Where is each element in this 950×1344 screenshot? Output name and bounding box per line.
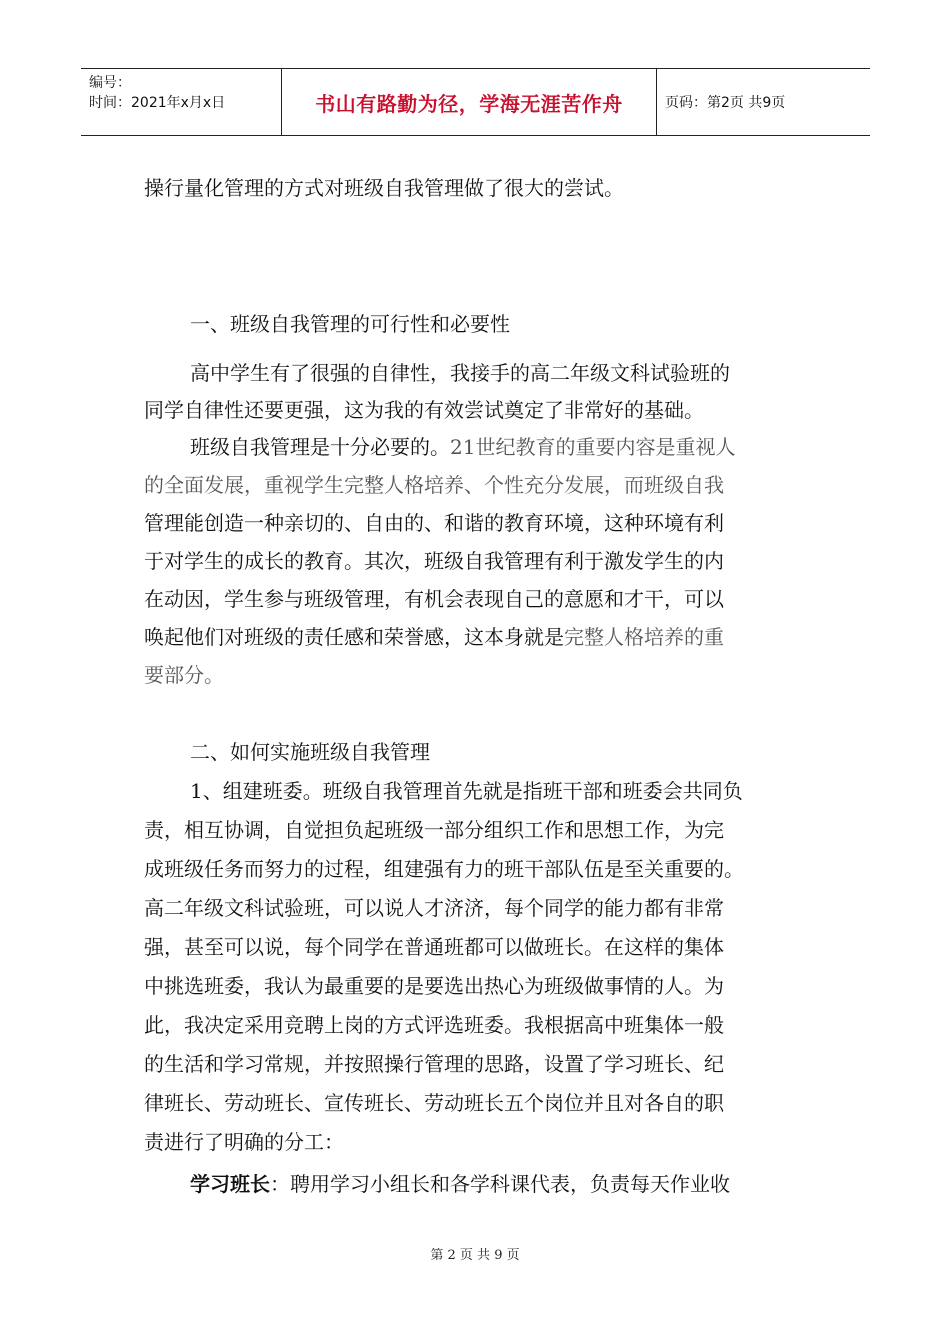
paragraph-line: 同学自律性还要更强，这为我的有效尝试奠定了非常好的基础。 <box>144 398 704 422</box>
paragraph-line: 高二年级文科试验班，可以说人才济济，每个同学的能力都有非常 <box>144 896 724 920</box>
section-heading-2: 二、如何实施班级自我管理 <box>190 740 430 764</box>
header-meta <box>89 73 279 113</box>
header-divider <box>656 69 657 135</box>
header-page-info: 页码：第2页 共9页 <box>665 95 786 111</box>
paragraph-line: 高中学生有了很强的自律性，我接手的高二年级文科试验班的 <box>190 361 730 385</box>
section-heading-1: 一、班级自我管理的可行性和必要性 <box>190 312 510 336</box>
text-span-gray: 完整人格培养的重 <box>564 625 724 649</box>
paragraph-line: 1、组建班委。班级自我管理首先就是指班干部和班委会共同负 <box>190 779 743 803</box>
time-label: 时间：2021年x月x日 <box>89 95 226 111</box>
paragraph-line <box>190 1172 730 1196</box>
paragraph-line: 此，我决定采用竞聘上岗的方式评选班委。我根据高中班集体一般 <box>144 1013 724 1037</box>
text-span: 唤起他们对班级的责任感和荣誉感，这本身就是 <box>144 625 564 649</box>
paragraph-line: 中挑选班委，我认为最重要的是要选出热心为班级做事情的人。为 <box>144 974 724 998</box>
role-title: 学习班长 <box>190 1172 270 1196</box>
paragraph-line: 责，相互协调，自觉担负起班级一部分组织工作和思想工作，为完 <box>144 818 724 842</box>
header-motto: 书山有路勤为径，学海无涯苦作舟 <box>315 91 623 116</box>
paragraph-line: 律班长、劳动班长、宣传班长、劳动班长五个岗位并且对各自的职 <box>144 1091 724 1115</box>
number-label: 编号： <box>89 75 131 91</box>
paragraph-line: 操行量化管理的方式对班级自我管理做了很大的尝试。 <box>144 176 624 200</box>
paragraph-line: 在动因，学生参与班级管理，有机会表现自己的意愿和才干，可以 <box>144 587 724 611</box>
paragraph-line <box>190 435 735 459</box>
paragraph-line: 的生活和学习常规，并按照操行管理的思路，设置了学习班长、纪 <box>144 1052 724 1076</box>
text-span: ：聘用学习小组长和各学科课代表，负责每天作业收 <box>270 1172 730 1196</box>
paragraph-line: 于对学生的成长的教育。其次，班级自我管理有利于激发学生的内 <box>144 549 724 573</box>
paragraph-line: 管理能创造一种亲切的、自由的、和谐的教育环境，这种环境有利 <box>144 511 724 535</box>
text-span-gray: 21世纪教育的重要内容是重视人 <box>450 435 736 459</box>
paragraph-line: 成班级任务而努力的过程，组建强有力的班干部队伍是至关重要的。 <box>144 857 744 881</box>
document-header <box>81 68 870 136</box>
paragraph-line: 强，甚至可以说，每个同学在普通班都可以做班长。在这样的集体 <box>144 935 724 959</box>
paragraph-line: 要部分。 <box>144 663 224 687</box>
paragraph-line <box>144 625 724 649</box>
paragraph-line: 的全面发展，重视学生完整人格培养、个性充分发展，而班级自我 <box>144 473 724 497</box>
page-footer: 第 2 页 共 9 页 <box>430 1248 520 1263</box>
text-span: 班级自我管理是十分必要的。 <box>190 435 450 459</box>
paragraph-line: 责进行了明确的分工： <box>144 1130 344 1154</box>
